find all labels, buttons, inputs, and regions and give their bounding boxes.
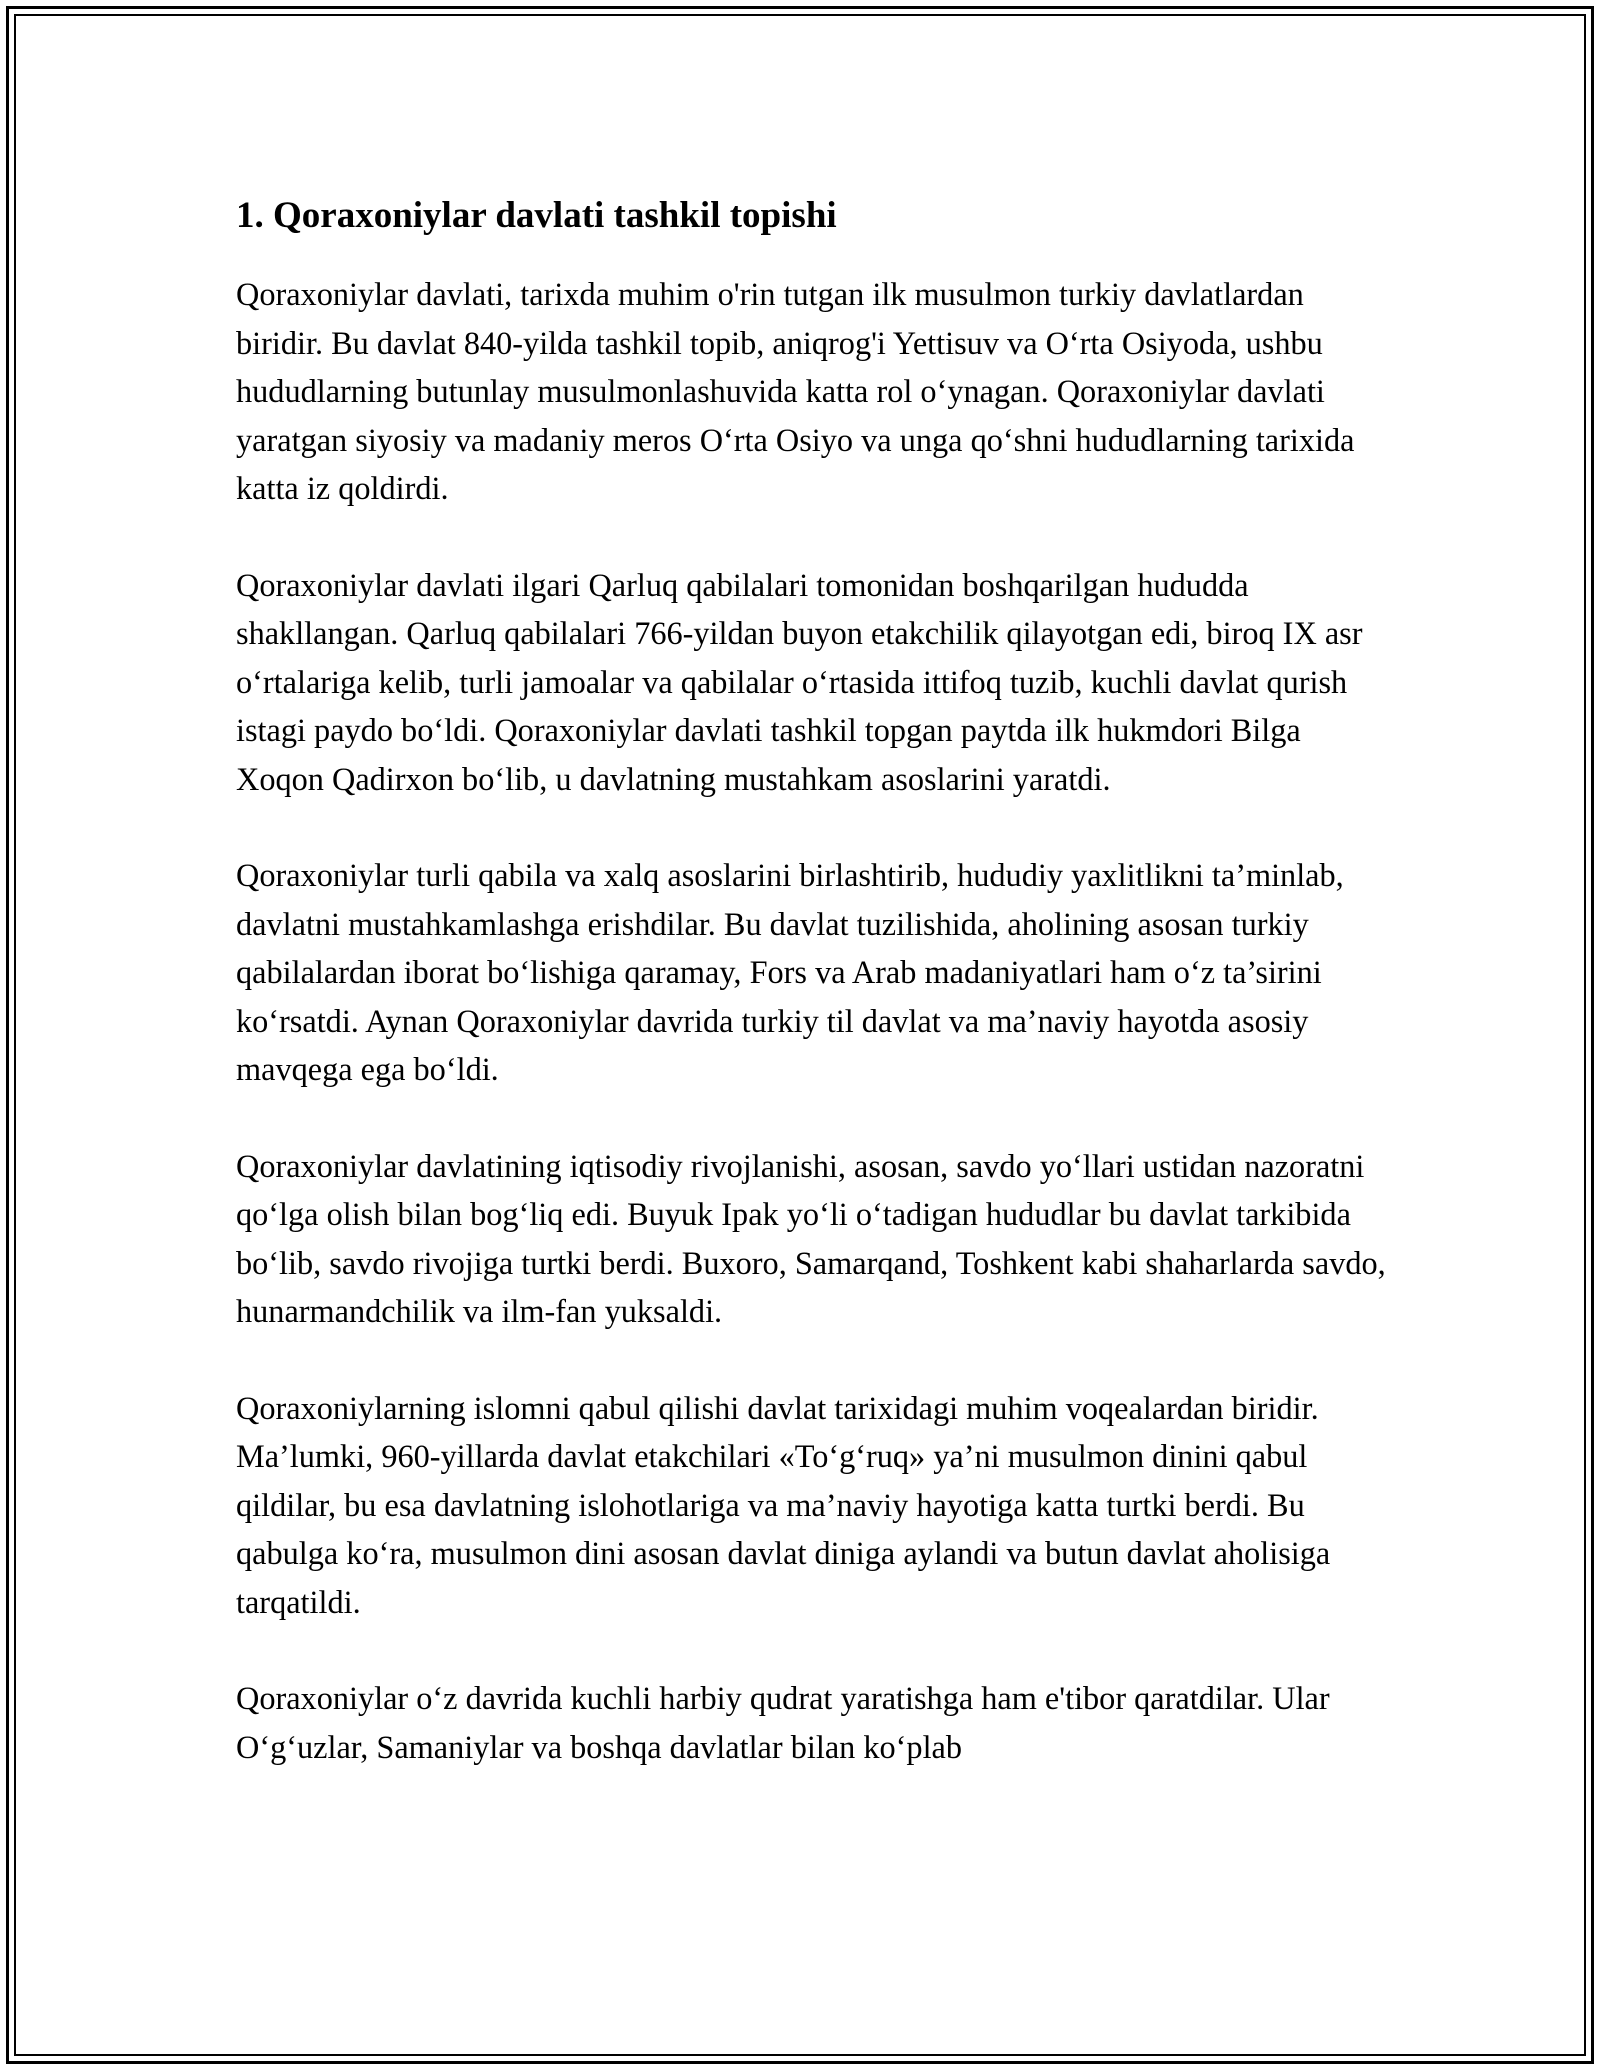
paragraph-4: Qoraxoniylar davlatining iqtisodiy rivojlanishi, asosan, savdo yo‘llari ustidan nazoratni qo‘lga olish bilan bog‘liq edi. Buyuk Ipak yo‘li o‘tadigan hududlar bu davlat tarkibida bo‘lib, savdo rivojiga turtki berdi. Buxoro, Samarqand, Toshkent kabi shaharlarda savdo, hunarmandchilik va ilm-fan yuksaldi.: [236, 1147, 1386, 1329]
paragraph-1: Qoraxoniylar davlati, tarixda muhim o'rin tutgan ilk musulmon turkiy davlatlardan biridir. Bu davlat 840-yilda tashkil topib, aniqrog'i Yettisuv va O‘rta Osiyoda, ushbu hududlarning butunlay musulmonlashuvida katta rol o‘ynagan. Qoraxoniylar davlati yaratgan siyosiy va madaniy meros O‘rta Osiyo va unga qo‘shni hududlarning tarixida katta iz qoldirdi.: [236, 276, 1355, 506]
section-heading: 1. Qoraxoniylar davlati tashkil topishi: [236, 195, 837, 236]
paragraph-6: Qoraxoniylar o‘z davrida kuchli harbiy qudrat yaratishga ham e'tibor qaratdilar. Ular O‘g‘uzlar, Samaniylar va boshqa davlatlar bilan ko‘plab: [236, 1680, 1330, 1765]
paragraph-2: Qoraxoniylar davlati ilgari Qarluq qabilalari tomonidan boshqarilgan hududda shakllangan. Qarluq qabilalari 766-yildan buyon etakchilik qilayotgan edi, biroq IX asr o‘rtalariga kelib, turli jamoalar va qabilalar o‘rtasida ittifoq tuzib, kuchli davlat qurish istagi paydo bo‘ldi. Qoraxoniylar davlati tashkil topgan paytda ilk hukmdori Bilga Xoqon Qadirxon bo‘lib, u davlatning mustahkam asoslarini yaratdi.: [236, 566, 1363, 797]
paragraph-3: Qoraxoniylar turli qabila va xalq asoslarini birlashtirib, hududiy yaxlitlikni ta’minlab, davlatni mustahkamlashga erishdilar. Bu davlat tuzilishida, aholining asosan turkiy qabilalardan iborat bo‘lishiga qaramay, Fors va Arab madaniyatlari ham o‘z ta’sirini ko‘rsatdi. Aynan Qoraxoniylar davrida turkiy til davlat va ma’naviy hayotda asosiy mavqega ega bo‘ldi.: [236, 857, 1344, 1087]
document-content: [236, 188, 1386, 1771]
paragraph-5: Qoraxoniylarning islomni qabul qilishi davlat tarixidagi muhim voqealardan biridir. Ma’lumki, 960-yillarda davlat etakchilari «To‘g‘ruq» ya’ni musulmon dinini qabul qildilar, bu esa davlatning islohotlariga va ma’naviy hayotiga katta turtki berdi. Bu qabulga ko‘ra, musulmon dini asosan davlat diniga aylandi va butun davlat aholisiga tarqatildi.: [236, 1389, 1331, 1620]
